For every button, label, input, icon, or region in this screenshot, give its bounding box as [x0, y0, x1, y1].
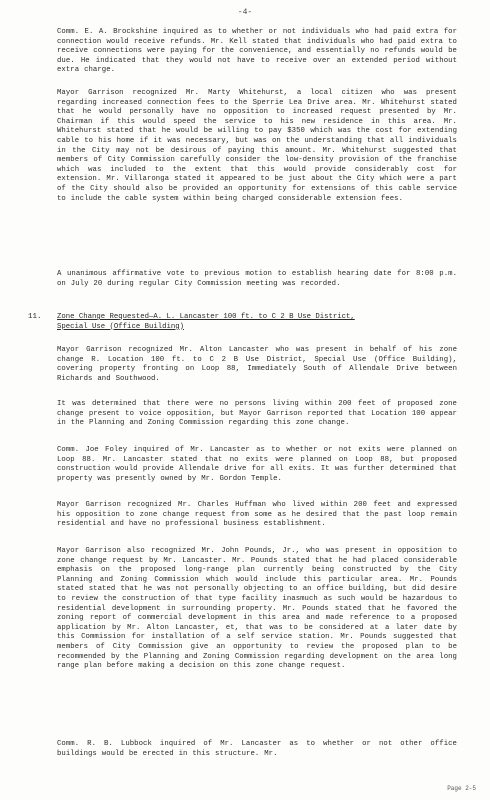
agenda-item-heading	[57, 313, 467, 332]
paragraph-no-opposition: It was determined that there were no persons living within 200 feet of proposed zone change present to voice opposition, but Mayor Garrison reported that Location 100 appear in the Planning and Zoning Commission regarding this zone change.	[57, 400, 457, 428]
paragraph-pounds: Mayor Garrison also recognized Mr. John Pounds, Jr., who was present in opposition to zone change request by Mr. Lancaster. Mr. Pounds stated that he had placed considerable emphasis on the proposed long-range plan currently being constructed by the City Planning and Zoning Commission which would include this particular area. Mr. Pounds stated stated that he was not personally objecting to an office building, but did desire to review the construction of that type facility inasmuch as such would be hazardous to residential development in surrounding property. Mr. Pounds stated that he favored the zoning report of commercial development in this area and made reference to a proposed application by Mr. Alton Lancaster, et, that was to be considered at a later date by this Commission for installation of a self service station. Mr. Pounds suggested that members of City Commission give an opportunity to review the proposed plan to be recommended by the Planning and Zoning Commission regarding development on the area long range plan before making a decision on this zone change request.	[57, 547, 457, 671]
agenda-item-heading-line1: Zone Change Requested—A. L. Lancaster 100 ft. to C 2 B Use District,	[57, 313, 355, 321]
paragraph-loop-exits: Comm. Joe Foley inquired of Mr. Lancaster as to whether or not exits were planned on Loop 88. Mr. Lancaster stated that no exits were planned on Loop 88, but proposed construction would provide Allendale drive for all exits. It was further determined that property was presently owned by Mr. Gordon Temple.	[57, 446, 457, 483]
agenda-item-heading-line2: Special Use (Office Building)	[57, 322, 184, 331]
paragraph-huffman: Mayor Garrison recognized Mr. Charles Huffman who lived within 200 feet and expressed his opposition to zone change request from some as he desired that the past loop remain residential and have no professional business establishment.	[57, 501, 457, 529]
paragraph-hearing-vote: A unanimous affirmative vote to previous motion to establish hearing date for 8:00 p.m. on July 20 during regular City Commission meeting was recorded.	[57, 270, 457, 288]
agenda-item-number: 11.	[28, 313, 42, 321]
page-number: -4-	[237, 8, 253, 17]
footer-mark: Page 2-5	[447, 785, 476, 792]
paragraph-whitehurst: Mayor Garrison recognized Mr. Marty Whitehurst, a local citizen who was present regarding increased connection fees to the Sperrie Lea Drive area. Mr. Whitehurst stated that he would personally have no opposition to increased request presented by Mr. Chairman if this would speed the service to his new residence in this area. Mr. Whitehurst stated that he would be willing to pay $350 which was the cost for extending cable to his home if it was necessary, but was on the understanding that all individuals in the City may not be desirous of paying this amount. Mr. Whitehurst suggested that members of City Commission carefully consider the low-density provision of the franchise which was included to the extent that this would provide considerably cost for extension. Mr. Villaronga stated it appeared to be just about the City which were a part of the City should also be provided an opportunity for extensions of this cable service to include the cable system within being charged considerable extension fees.	[57, 89, 457, 203]
paragraph-lubbock: Comm. R. B. Lubbock inquired of Mr. Lancaster as to whether or not other office buildings would be erected in this structure. Mr.	[57, 740, 457, 758]
paragraph-refund-inquiry: Comm. E. A. Brockshine inquired as to whether or not individuals who had paid extra for connection would receive refunds. Mr. Kell stated that individuals who had paid extra to receive connections were paying for the convenience, and essentially no refunds would be due. He indicated that they would not have to receive over an extended period without extra charge.	[57, 28, 457, 75]
paragraph-lancaster-request: Mayor Garrison recognized Mr. Alton Lancaster who was present in behalf of his zone change R. Location 100 ft. to C 2 B Use District, Special Use (Office Building), covering property fronting on Loop 88, Immediately South of Allendale Drive between Richards and Southwood.	[57, 346, 457, 383]
